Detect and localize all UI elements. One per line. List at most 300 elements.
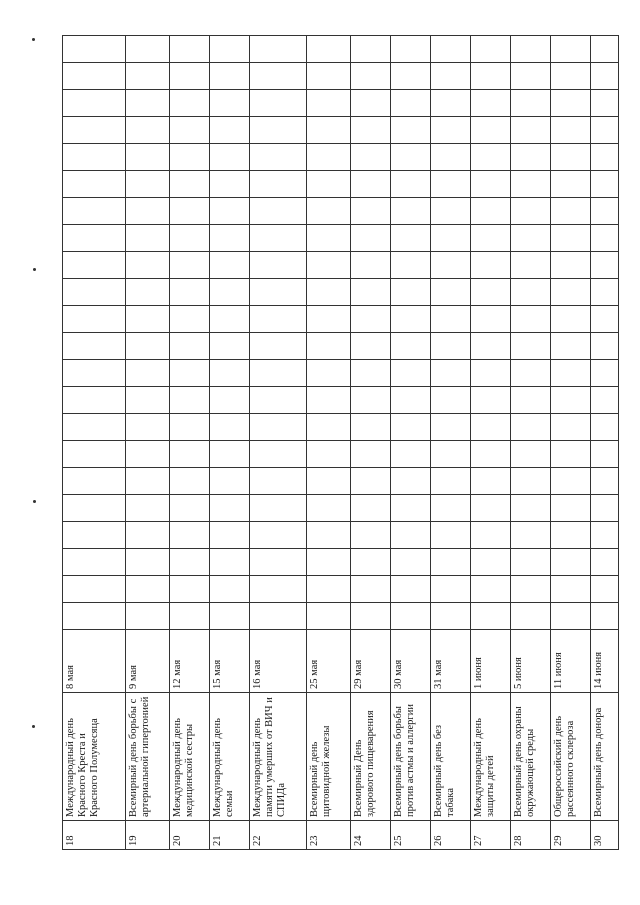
- empty-cell: [391, 522, 431, 549]
- empty-cell: [551, 495, 591, 522]
- event-date: 16 мая: [250, 630, 307, 693]
- empty-cell: [551, 333, 591, 360]
- empty-cell: [511, 90, 551, 117]
- empty-cell: [391, 360, 431, 387]
- margin-mark: [33, 268, 36, 271]
- margin-mark: [33, 500, 36, 503]
- empty-cell: [511, 603, 551, 630]
- empty-cell: [126, 144, 170, 171]
- empty-cell: [63, 441, 126, 468]
- empty-cell: [471, 414, 511, 441]
- empty-cell: [351, 144, 391, 171]
- event-name: Международный день семьи: [210, 693, 250, 821]
- empty-cell: [210, 279, 250, 306]
- events-table: [62, 35, 602, 850]
- event-date: 5 июня: [511, 630, 551, 693]
- empty-cell: [250, 549, 307, 576]
- empty-cell: [431, 90, 471, 117]
- table-row: [511, 36, 551, 850]
- empty-cell: [250, 144, 307, 171]
- empty-cell: [307, 117, 351, 144]
- empty-cell: [307, 144, 351, 171]
- empty-cell: [391, 90, 431, 117]
- table-row: [126, 36, 170, 850]
- empty-cell: [170, 495, 210, 522]
- empty-cell: [551, 252, 591, 279]
- empty-cell: [210, 144, 250, 171]
- event-date: 8 мая: [63, 630, 126, 693]
- event-name: Всемирный день донора: [591, 693, 619, 821]
- empty-cell: [126, 441, 170, 468]
- empty-cell: [551, 117, 591, 144]
- empty-cell: [591, 360, 619, 387]
- empty-cell: [210, 117, 250, 144]
- empty-cell: [391, 171, 431, 198]
- empty-cell: [431, 144, 471, 171]
- empty-cell: [307, 198, 351, 225]
- empty-cell: [391, 198, 431, 225]
- empty-cell: [126, 522, 170, 549]
- event-name: Международный день Красного Креста и Красного Полумесяца: [63, 693, 126, 821]
- empty-cell: [250, 576, 307, 603]
- empty-cell: [170, 198, 210, 225]
- empty-cell: [391, 117, 431, 144]
- empty-cell: [471, 63, 511, 90]
- empty-cell: [126, 387, 170, 414]
- row-number: 26: [431, 821, 471, 850]
- empty-cell: [511, 495, 551, 522]
- empty-cell: [431, 171, 471, 198]
- empty-cell: [431, 63, 471, 90]
- event-date: 1 июня: [471, 630, 511, 693]
- margin-mark: [32, 725, 35, 728]
- empty-cell: [471, 603, 511, 630]
- empty-cell: [63, 36, 126, 63]
- empty-cell: [307, 603, 351, 630]
- empty-cell: [551, 279, 591, 306]
- empty-cell: [511, 522, 551, 549]
- empty-cell: [391, 549, 431, 576]
- empty-cell: [471, 522, 511, 549]
- empty-cell: [210, 441, 250, 468]
- empty-cell: [351, 414, 391, 441]
- empty-cell: [126, 36, 170, 63]
- empty-cell: [307, 171, 351, 198]
- empty-cell: [126, 468, 170, 495]
- table-row: [391, 36, 431, 850]
- row-number: 27: [471, 821, 511, 850]
- row-number: 24: [351, 821, 391, 850]
- empty-cell: [591, 117, 619, 144]
- empty-cell: [511, 144, 551, 171]
- empty-cell: [170, 576, 210, 603]
- empty-cell: [391, 387, 431, 414]
- empty-cell: [471, 198, 511, 225]
- empty-cell: [126, 576, 170, 603]
- empty-cell: [551, 144, 591, 171]
- empty-cell: [63, 549, 126, 576]
- empty-cell: [591, 63, 619, 90]
- empty-cell: [170, 36, 210, 63]
- empty-cell: [471, 279, 511, 306]
- empty-cell: [210, 90, 250, 117]
- empty-cell: [591, 603, 619, 630]
- empty-cell: [351, 117, 391, 144]
- empty-cell: [471, 387, 511, 414]
- empty-cell: [391, 225, 431, 252]
- empty-cell: [250, 63, 307, 90]
- empty-cell: [591, 333, 619, 360]
- empty-cell: [210, 603, 250, 630]
- empty-cell: [471, 306, 511, 333]
- empty-cell: [250, 522, 307, 549]
- event-name: Всемирный день борьбы против астмы и аллергии: [391, 693, 431, 821]
- empty-cell: [591, 171, 619, 198]
- event-date: 31 мая: [431, 630, 471, 693]
- empty-cell: [471, 360, 511, 387]
- empty-cell: [511, 306, 551, 333]
- row-number: 22: [250, 821, 307, 850]
- empty-cell: [351, 495, 391, 522]
- empty-cell: [63, 90, 126, 117]
- empty-cell: [551, 198, 591, 225]
- event-date: 30 мая: [391, 630, 431, 693]
- empty-cell: [591, 36, 619, 63]
- empty-cell: [126, 306, 170, 333]
- empty-cell: [431, 414, 471, 441]
- event-date: 12 мая: [170, 630, 210, 693]
- empty-cell: [170, 279, 210, 306]
- empty-cell: [170, 144, 210, 171]
- empty-cell: [210, 468, 250, 495]
- table-row: [210, 36, 250, 850]
- empty-cell: [63, 306, 126, 333]
- event-name: Общероссийский день рассеянного склероза: [551, 693, 591, 821]
- empty-cell: [307, 387, 351, 414]
- empty-cell: [391, 63, 431, 90]
- empty-cell: [551, 441, 591, 468]
- empty-cell: [391, 333, 431, 360]
- event-name: Всемирный День здорового пищеварения: [351, 693, 391, 821]
- empty-cell: [126, 198, 170, 225]
- empty-cell: [210, 306, 250, 333]
- empty-cell: [431, 387, 471, 414]
- empty-cell: [351, 225, 391, 252]
- empty-cell: [126, 603, 170, 630]
- empty-cell: [307, 306, 351, 333]
- events-table-body: [63, 36, 619, 850]
- empty-cell: [391, 495, 431, 522]
- empty-cell: [511, 225, 551, 252]
- empty-cell: [63, 603, 126, 630]
- event-name: Всемирный день щитовидной железы: [307, 693, 351, 821]
- empty-cell: [250, 279, 307, 306]
- empty-cell: [551, 603, 591, 630]
- empty-cell: [307, 576, 351, 603]
- row-number: 20: [170, 821, 210, 850]
- empty-cell: [591, 279, 619, 306]
- empty-cell: [591, 522, 619, 549]
- empty-cell: [351, 252, 391, 279]
- empty-cell: [471, 171, 511, 198]
- empty-cell: [170, 225, 210, 252]
- empty-cell: [591, 144, 619, 171]
- empty-cell: [511, 387, 551, 414]
- empty-cell: [471, 495, 511, 522]
- empty-cell: [63, 225, 126, 252]
- table-row: [551, 36, 591, 850]
- empty-cell: [210, 333, 250, 360]
- empty-cell: [63, 522, 126, 549]
- table-row: [307, 36, 351, 850]
- event-name: Международный день защиты детей: [471, 693, 511, 821]
- empty-cell: [170, 549, 210, 576]
- empty-cell: [210, 495, 250, 522]
- empty-cell: [126, 414, 170, 441]
- empty-cell: [210, 360, 250, 387]
- empty-cell: [63, 414, 126, 441]
- empty-cell: [551, 468, 591, 495]
- empty-cell: [126, 360, 170, 387]
- empty-cell: [126, 279, 170, 306]
- empty-cell: [591, 387, 619, 414]
- empty-cell: [391, 144, 431, 171]
- empty-cell: [210, 63, 250, 90]
- row-number: 19: [126, 821, 170, 850]
- empty-cell: [551, 63, 591, 90]
- empty-cell: [551, 360, 591, 387]
- empty-cell: [431, 495, 471, 522]
- empty-cell: [63, 495, 126, 522]
- empty-cell: [307, 36, 351, 63]
- empty-cell: [210, 522, 250, 549]
- empty-cell: [250, 117, 307, 144]
- empty-cell: [551, 90, 591, 117]
- row-number: 30: [591, 821, 619, 850]
- event-name: Международный день памяти умерших от ВИЧ и СПИДа: [250, 693, 307, 821]
- empty-cell: [170, 306, 210, 333]
- empty-cell: [591, 549, 619, 576]
- empty-cell: [591, 225, 619, 252]
- empty-cell: [471, 90, 511, 117]
- empty-cell: [431, 306, 471, 333]
- empty-cell: [170, 387, 210, 414]
- empty-cell: [351, 279, 391, 306]
- empty-cell: [551, 414, 591, 441]
- empty-cell: [250, 36, 307, 63]
- empty-cell: [126, 117, 170, 144]
- empty-cell: [63, 63, 126, 90]
- empty-cell: [511, 414, 551, 441]
- empty-cell: [551, 306, 591, 333]
- empty-cell: [431, 117, 471, 144]
- empty-cell: [307, 414, 351, 441]
- empty-cell: [351, 333, 391, 360]
- empty-cell: [431, 549, 471, 576]
- empty-cell: [431, 279, 471, 306]
- table-row: [471, 36, 511, 850]
- empty-cell: [307, 90, 351, 117]
- empty-cell: [170, 171, 210, 198]
- event-name: Всемирный день охраны окружающей среды: [511, 693, 551, 821]
- empty-cell: [210, 225, 250, 252]
- empty-cell: [210, 252, 250, 279]
- empty-cell: [511, 117, 551, 144]
- empty-cell: [210, 549, 250, 576]
- empty-cell: [471, 333, 511, 360]
- empty-cell: [511, 549, 551, 576]
- table-row: [170, 36, 210, 850]
- empty-cell: [170, 468, 210, 495]
- empty-cell: [471, 36, 511, 63]
- empty-cell: [511, 441, 551, 468]
- empty-cell: [511, 171, 551, 198]
- empty-cell: [511, 36, 551, 63]
- empty-cell: [511, 198, 551, 225]
- empty-cell: [351, 306, 391, 333]
- empty-cell: [63, 468, 126, 495]
- empty-cell: [591, 576, 619, 603]
- empty-cell: [391, 36, 431, 63]
- empty-cell: [431, 360, 471, 387]
- row-number: 25: [391, 821, 431, 850]
- empty-cell: [307, 252, 351, 279]
- empty-cell: [471, 144, 511, 171]
- empty-cell: [431, 603, 471, 630]
- empty-cell: [431, 225, 471, 252]
- empty-cell: [391, 603, 431, 630]
- empty-cell: [210, 414, 250, 441]
- empty-cell: [431, 198, 471, 225]
- empty-cell: [391, 441, 431, 468]
- empty-cell: [170, 252, 210, 279]
- empty-cell: [307, 495, 351, 522]
- empty-cell: [391, 252, 431, 279]
- empty-cell: [63, 360, 126, 387]
- empty-cell: [210, 576, 250, 603]
- table-row: [431, 36, 471, 850]
- empty-cell: [250, 90, 307, 117]
- empty-cell: [170, 441, 210, 468]
- empty-cell: [591, 495, 619, 522]
- empty-cell: [431, 468, 471, 495]
- empty-cell: [391, 468, 431, 495]
- event-date: 15 мая: [210, 630, 250, 693]
- empty-cell: [351, 90, 391, 117]
- empty-cell: [307, 468, 351, 495]
- empty-cell: [210, 198, 250, 225]
- empty-cell: [250, 252, 307, 279]
- event-date: 25 мая: [307, 630, 351, 693]
- table-row: [250, 36, 307, 850]
- empty-cell: [511, 576, 551, 603]
- empty-cell: [126, 171, 170, 198]
- empty-cell: [591, 198, 619, 225]
- event-name: Международный день медицинской сестры: [170, 693, 210, 821]
- empty-cell: [391, 279, 431, 306]
- empty-cell: [307, 549, 351, 576]
- empty-cell: [307, 441, 351, 468]
- empty-cell: [307, 360, 351, 387]
- event-date: 11 июня: [551, 630, 591, 693]
- empty-cell: [351, 468, 391, 495]
- empty-cell: [250, 495, 307, 522]
- empty-cell: [591, 90, 619, 117]
- event-date: 29 мая: [351, 630, 391, 693]
- empty-cell: [471, 117, 511, 144]
- empty-cell: [471, 468, 511, 495]
- empty-cell: [551, 36, 591, 63]
- empty-cell: [126, 252, 170, 279]
- empty-cell: [170, 117, 210, 144]
- empty-cell: [591, 252, 619, 279]
- empty-cell: [170, 360, 210, 387]
- table-row: [351, 36, 391, 850]
- empty-cell: [351, 36, 391, 63]
- empty-cell: [511, 252, 551, 279]
- empty-cell: [351, 171, 391, 198]
- empty-cell: [63, 387, 126, 414]
- empty-cell: [551, 225, 591, 252]
- empty-cell: [307, 333, 351, 360]
- empty-cell: [551, 171, 591, 198]
- event-date: 9 мая: [126, 630, 170, 693]
- empty-cell: [391, 576, 431, 603]
- empty-cell: [551, 522, 591, 549]
- empty-cell: [471, 549, 511, 576]
- empty-cell: [170, 414, 210, 441]
- empty-cell: [307, 225, 351, 252]
- empty-cell: [351, 63, 391, 90]
- empty-cell: [126, 549, 170, 576]
- empty-cell: [307, 279, 351, 306]
- empty-cell: [250, 198, 307, 225]
- empty-cell: [431, 252, 471, 279]
- empty-cell: [63, 198, 126, 225]
- empty-cell: [471, 576, 511, 603]
- empty-cell: [431, 333, 471, 360]
- empty-cell: [63, 333, 126, 360]
- empty-cell: [126, 333, 170, 360]
- empty-cell: [250, 414, 307, 441]
- empty-cell: [591, 441, 619, 468]
- row-number: 23: [307, 821, 351, 850]
- empty-cell: [471, 225, 511, 252]
- row-number: 21: [210, 821, 250, 850]
- empty-cell: [471, 252, 511, 279]
- empty-cell: [591, 414, 619, 441]
- empty-cell: [551, 387, 591, 414]
- empty-cell: [351, 549, 391, 576]
- empty-cell: [63, 252, 126, 279]
- empty-cell: [126, 90, 170, 117]
- empty-cell: [511, 468, 551, 495]
- empty-cell: [250, 333, 307, 360]
- empty-cell: [591, 306, 619, 333]
- empty-cell: [126, 495, 170, 522]
- empty-cell: [351, 603, 391, 630]
- empty-cell: [391, 306, 431, 333]
- empty-cell: [250, 387, 307, 414]
- empty-cell: [511, 333, 551, 360]
- empty-cell: [351, 198, 391, 225]
- empty-cell: [511, 63, 551, 90]
- empty-cell: [210, 387, 250, 414]
- empty-cell: [391, 414, 431, 441]
- empty-cell: [351, 522, 391, 549]
- empty-cell: [351, 576, 391, 603]
- margin-mark: [32, 38, 35, 41]
